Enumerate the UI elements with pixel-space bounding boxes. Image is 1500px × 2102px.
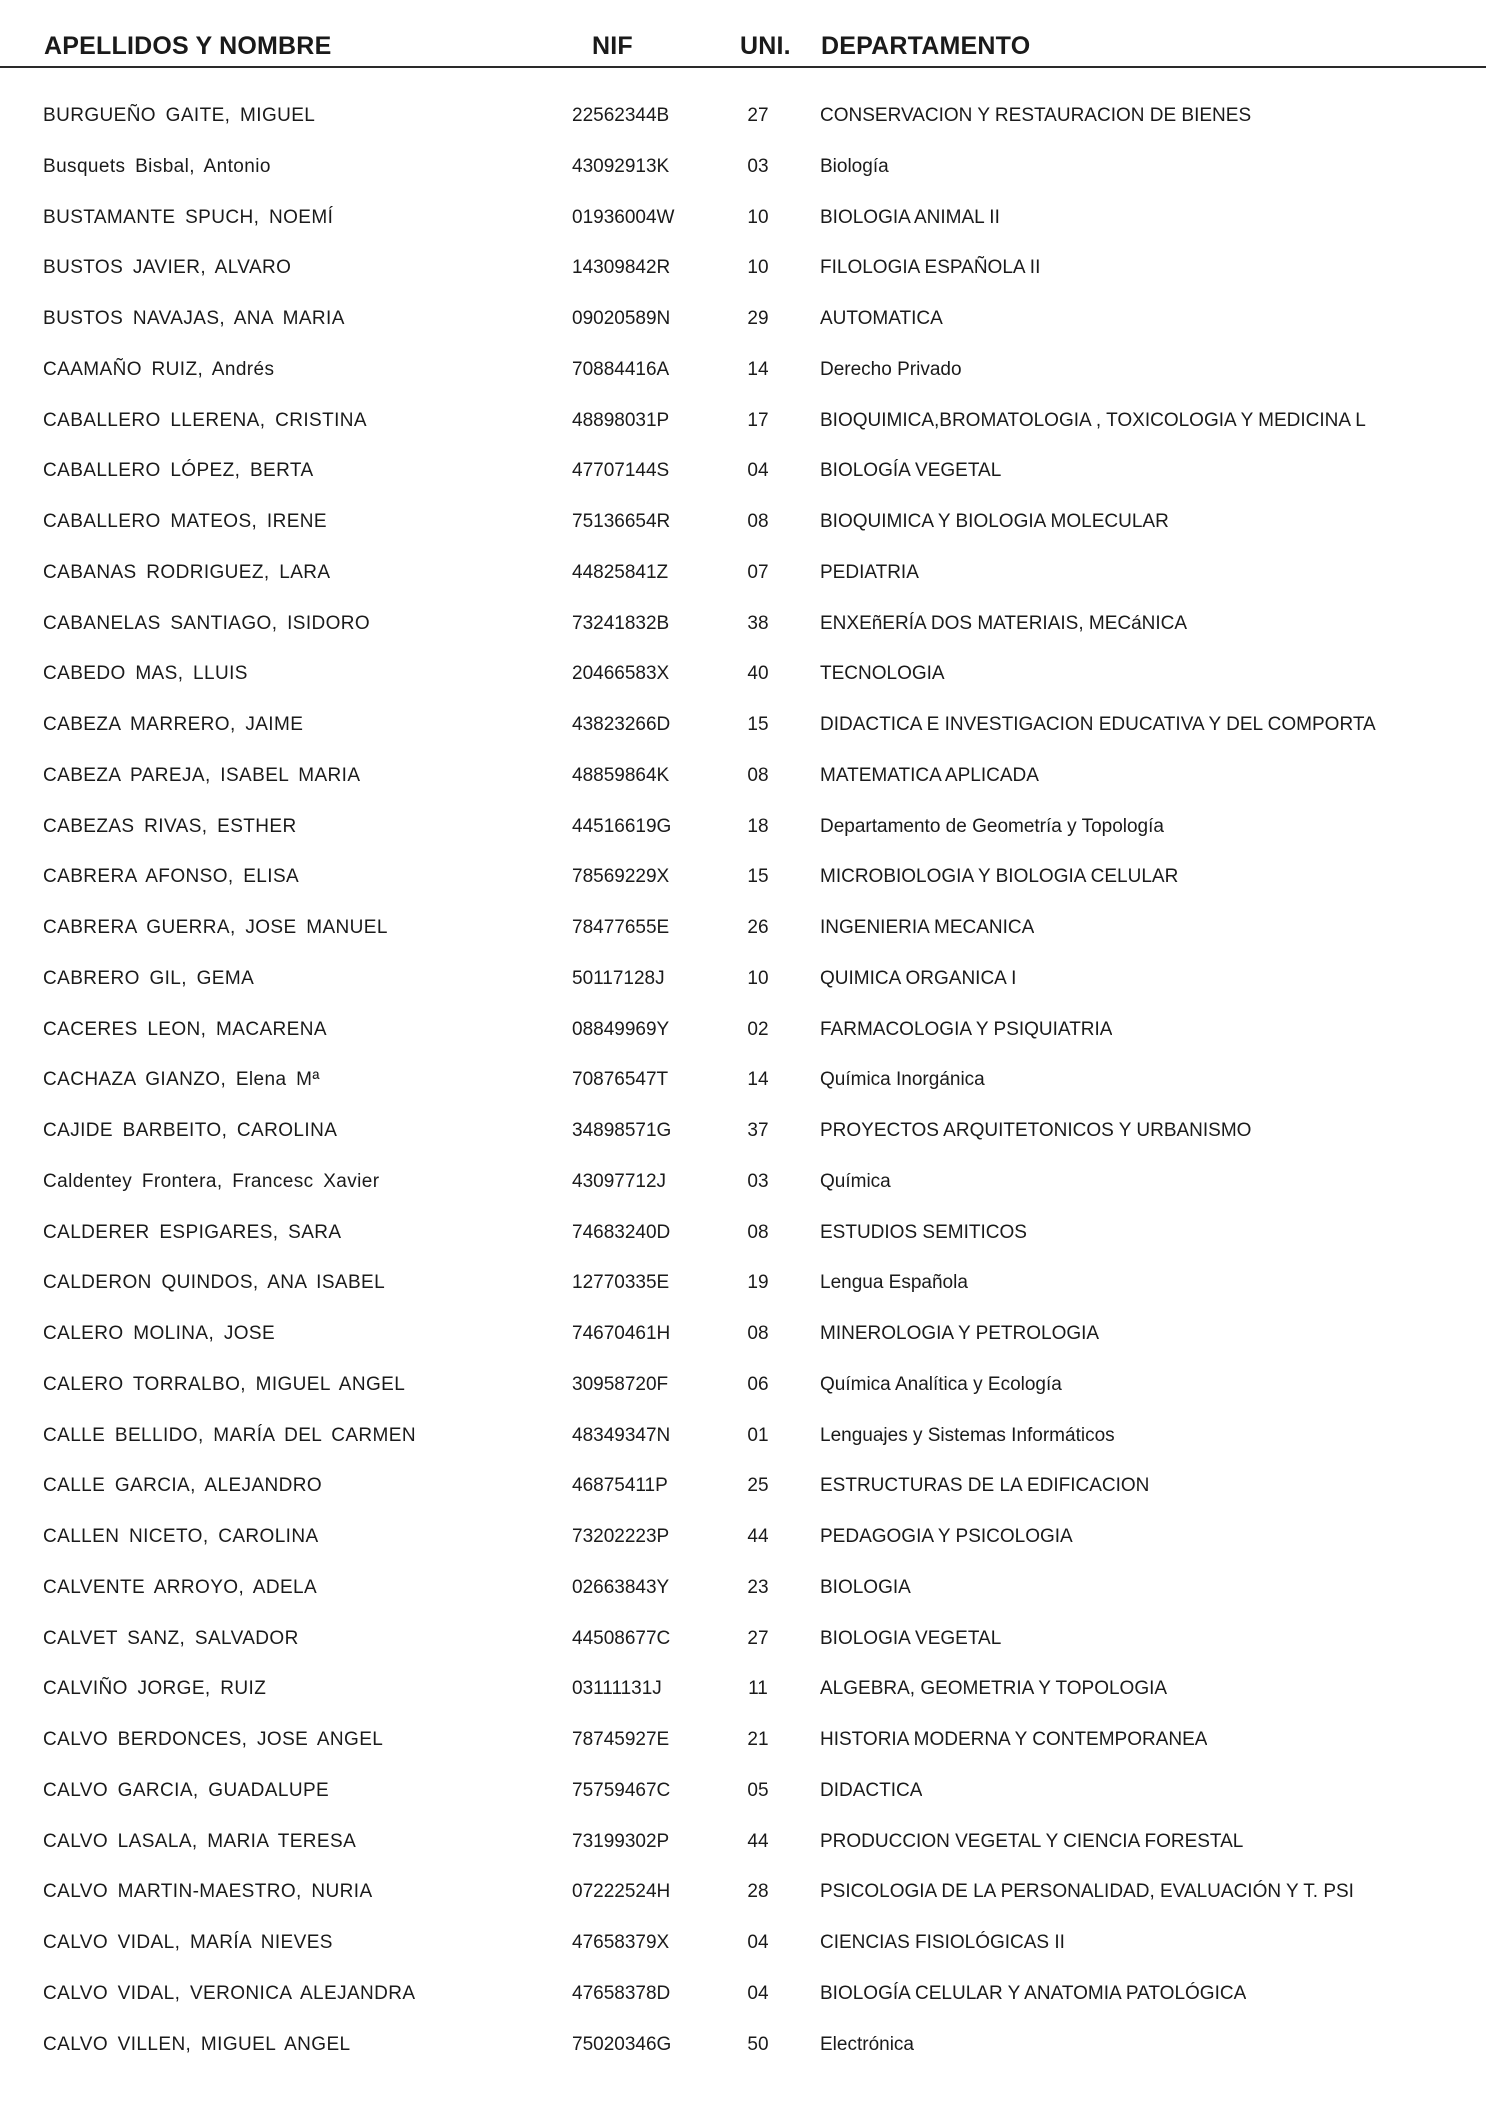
table-row (0, 1267, 1500, 1299)
person-name: Caldentey Frontera, Francesc Xavier (43, 1170, 380, 1192)
uni-code: 05 (747, 1779, 769, 1801)
table-row (0, 1724, 1500, 1756)
nif-value: 78477655E (572, 917, 670, 938)
department-name: BIOLOGIA VEGETAL (820, 1627, 1002, 1649)
nif-value: 47658378D (572, 1982, 671, 2004)
person-name: CALVO BERDONCES, JOSE ANGEL (43, 1729, 384, 1750)
person-name: CALVO VIDAL, VERONICA ALEJANDRA (43, 1982, 416, 2004)
uni-code: 19 (747, 1272, 769, 1294)
uni-code: 01 (747, 1424, 769, 1446)
nif-value: 75759467C (572, 1779, 671, 1801)
department-name: CONSERVACION Y RESTAURACION DE BIENES (820, 105, 1252, 126)
uni-code: 21 (747, 1729, 769, 1750)
person-name: CACHAZA GIANZO, Elena Mª (43, 1069, 320, 1091)
nif-value: 01936004W (572, 206, 675, 228)
uni-code: 10 (747, 257, 769, 279)
uni-code: 04 (747, 1932, 769, 1953)
department-name: Química Inorgánica (820, 1069, 985, 1091)
uni-code: 26 (747, 917, 769, 938)
uni-code: 04 (747, 1982, 769, 2004)
nif-value: 50117128J (572, 967, 665, 989)
person-name: CACERES LEON, MACARENA (43, 1018, 327, 1040)
table-row (0, 912, 1500, 944)
department-name: Derecho Privado (820, 358, 962, 380)
uni-code: 17 (747, 409, 769, 431)
table-row (0, 709, 1500, 741)
department-name: DIDACTICA (820, 1779, 923, 1801)
table-row (0, 1775, 1500, 1807)
nif-value: 70884416A (572, 358, 670, 380)
nif-value: 43823266D (572, 714, 671, 735)
person-name: CALVO VILLEN, MIGUEL ANGEL (43, 2033, 351, 2055)
table-row (0, 1623, 1500, 1655)
nif-value: 43097712J (572, 1170, 667, 1192)
person-name: CABRERO GIL, GEMA (43, 967, 255, 989)
uni-code: 28 (747, 1881, 769, 1903)
uni-code: 10 (747, 206, 769, 228)
table-row (0, 557, 1500, 589)
person-name: CALDERER ESPIGARES, SARA (43, 1221, 342, 1243)
table-row (0, 861, 1500, 893)
nif-value: 48898031P (572, 409, 670, 431)
table-row (0, 100, 1500, 132)
uni-code: 23 (747, 1576, 769, 1598)
table-row (0, 1369, 1500, 1401)
person-name: CAJIDE BARBEITO, CAROLINA (43, 1120, 338, 1141)
table-row (0, 455, 1500, 487)
nif-value: 44508677C (572, 1627, 671, 1649)
person-name: CALERO TORRALBO, MIGUEL ANGEL (43, 1373, 406, 1395)
department-name: Biología (820, 155, 889, 177)
person-name: CAAMAÑO RUIZ, Andrés (43, 358, 275, 380)
table-row (0, 1166, 1500, 1198)
table-row (0, 1217, 1500, 1249)
department-name: MATEMATICA APLICADA (820, 764, 1039, 786)
table-row (0, 1978, 1500, 2010)
person-name: CABEZAS RIVAS, ESTHER (43, 815, 297, 837)
department-name: PRODUCCION VEGETAL Y CIENCIA FORESTAL (820, 1830, 1244, 1852)
department-name: ESTRUCTURAS DE LA EDIFICACION (820, 1475, 1150, 1497)
department-name: ALGEBRA, GEOMETRIA Y TOPOLOGIA (820, 1678, 1168, 1700)
column-header-name: APELLIDOS Y NOMBRE (44, 32, 332, 60)
uni-code: 18 (747, 815, 769, 837)
table-row (0, 506, 1500, 538)
uni-code: 25 (747, 1475, 769, 1497)
department-name: ENXEñERÍA DOS MATERIAIS, MECáNICA (820, 612, 1188, 634)
department-name: HISTORIA MODERNA Y CONTEMPORANEA (820, 1729, 1208, 1750)
nif-value: 73241832B (572, 612, 670, 634)
nif-value: 44825841Z (572, 561, 669, 583)
table-row (0, 1470, 1500, 1502)
column-header-uni: UNI. (740, 32, 791, 60)
uni-code: 50 (747, 2033, 769, 2055)
department-name: ESTUDIOS SEMITICOS (820, 1221, 1027, 1243)
department-name: FILOLOGIA ESPAÑOLA II (820, 257, 1041, 279)
nif-value: 12770335E (572, 1272, 670, 1294)
nif-value: 22562344B (572, 105, 670, 126)
department-name: BIOLOGÍA VEGETAL (820, 460, 1002, 482)
department-name: PEDAGOGIA Y PSICOLOGIA (820, 1526, 1073, 1547)
department-name: AUTOMATICA (820, 308, 943, 329)
nif-value: 08849969Y (572, 1018, 670, 1040)
table-row (0, 1572, 1500, 1604)
person-name: BUSTAMANTE SPUCH, NOEMÍ (43, 206, 334, 228)
uni-code: 08 (747, 1221, 769, 1243)
uni-code: 02 (747, 1018, 769, 1040)
table-row (0, 405, 1500, 437)
table-row (0, 811, 1500, 843)
table-row (0, 1420, 1500, 1452)
uni-code: 44 (747, 1830, 769, 1852)
nif-value: 43092913K (572, 155, 670, 177)
department-name: BIOLOGIA (820, 1576, 911, 1598)
nif-value: 14309842R (572, 257, 671, 279)
nif-value: 75136654R (572, 511, 671, 532)
person-name: CABANELAS SANTIAGO, ISIDORO (43, 612, 371, 634)
table-row (0, 1927, 1500, 1959)
department-name: MICROBIOLOGIA Y BIOLOGIA CELULAR (820, 866, 1179, 888)
department-name: INGENIERIA MECANICA (820, 917, 1035, 938)
table-row (0, 1826, 1500, 1858)
department-name: MINEROLOGIA Y PETROLOGIA (820, 1323, 1100, 1344)
department-name: Lenguajes y Sistemas Informáticos (820, 1424, 1115, 1446)
person-name: CABALLERO MATEOS, IRENE (43, 511, 327, 532)
nif-value: 48859864K (572, 764, 670, 786)
person-name: BUSTOS NAVAJAS, ANA MARIA (43, 308, 345, 329)
person-name: Busquets Bisbal, Antonio (43, 155, 271, 177)
department-name: QUIMICA ORGANICA I (820, 967, 1017, 989)
person-name: CALDERON QUINDOS, ANA ISABEL (43, 1272, 386, 1294)
uni-code: 06 (747, 1373, 769, 1395)
uni-code: 11 (748, 1678, 768, 1700)
nif-value: 75020346G (572, 2033, 672, 2055)
column-header-department: DEPARTAMENTO (821, 32, 1031, 60)
table-row (0, 202, 1500, 234)
department-name: BIOQUIMICA,BROMATOLOGIA , TOXICOLOGIA Y MEDICINA L (820, 409, 1366, 431)
person-name: CABEZA MARRERO, JAIME (43, 714, 304, 735)
table-row (0, 252, 1500, 284)
person-name: CALVO GARCIA, GUADALUPE (43, 1779, 330, 1801)
department-name: TECNOLOGIA (820, 663, 945, 685)
nif-value: 07222524H (572, 1881, 671, 1903)
uni-code: 40 (747, 663, 769, 685)
nif-value: 78745927E (572, 1729, 670, 1750)
table-row (0, 1115, 1500, 1147)
department-name: Departamento de Geometría y Topología (820, 815, 1164, 837)
department-name: Lengua Española (820, 1272, 968, 1294)
uni-code: 15 (747, 714, 769, 735)
nif-value: 70876547T (572, 1069, 669, 1091)
person-name: CALVO MARTIN-MAESTRO, NURIA (43, 1881, 373, 1903)
nif-value: 48349347N (572, 1424, 671, 1446)
person-name: CALLE GARCIA, ALEJANDRO (43, 1475, 323, 1497)
table-row (0, 1014, 1500, 1046)
department-name: BIOQUIMICA Y BIOLOGIA MOLECULAR (820, 511, 1169, 532)
nif-value: 74683240D (572, 1221, 671, 1243)
department-name: PEDIATRIA (820, 561, 919, 583)
nif-value: 73202223P (572, 1526, 670, 1547)
uni-code: 03 (747, 1170, 769, 1192)
nif-value: 09020589N (572, 308, 671, 329)
uni-code: 38 (747, 612, 769, 634)
uni-code: 15 (747, 866, 769, 888)
nif-value: 46875411P (572, 1475, 668, 1497)
person-name: CABEDO MAS, LLUIS (43, 663, 248, 685)
uni-code: 37 (747, 1120, 769, 1141)
nif-value: 02663843Y (572, 1576, 670, 1598)
uni-code: 10 (747, 967, 769, 989)
department-name: DIDACTICA E INVESTIGACION EDUCATIVA Y DEL COMPORTA (820, 714, 1376, 735)
person-name: CALERO MOLINA, JOSE (43, 1323, 276, 1344)
column-header-nif: NIF (592, 32, 633, 60)
nif-value: 74670461H (572, 1323, 671, 1344)
nif-value: 03111131J (572, 1678, 662, 1700)
table-row (0, 151, 1500, 183)
uni-code: 14 (747, 358, 769, 380)
person-name: CABALLERO LÓPEZ, BERTA (43, 460, 314, 482)
department-name: Química Analítica y Ecología (820, 1373, 1062, 1395)
nif-value: 47658379X (572, 1932, 670, 1953)
person-name: CALVIÑO JORGE, RUIZ (43, 1678, 267, 1700)
header-divider (0, 66, 1486, 68)
person-name: CALLE BELLIDO, MARÍA DEL CARMEN (43, 1424, 416, 1446)
person-name: CALVO LASALA, MARIA TERESA (43, 1830, 357, 1852)
person-name: CALVET SANZ, SALVADOR (43, 1627, 299, 1649)
person-name: CABANAS RODRIGUEZ, LARA (43, 561, 331, 583)
department-name: PROYECTOS ARQUITETONICOS Y URBANISMO (820, 1120, 1252, 1141)
person-name: CABRERA AFONSO, ELISA (43, 866, 300, 888)
table-row (0, 1876, 1500, 1908)
uni-code: 44 (747, 1526, 769, 1547)
nif-value: 47707144S (572, 460, 670, 482)
department-name: BIOLOGÍA CELULAR Y ANATOMIA PATOLÓGICA (820, 1982, 1247, 2004)
table-row (0, 1064, 1500, 1096)
person-name: CALLEN NICETO, CAROLINA (43, 1526, 319, 1547)
person-name: CALVO VIDAL, MARÍA NIEVES (43, 1932, 333, 1953)
person-name: CABEZA PAREJA, ISABEL MARIA (43, 764, 361, 786)
table-row (0, 1673, 1500, 1705)
table-row (0, 963, 1500, 995)
department-name: FARMACOLOGIA Y PSIQUIATRIA (820, 1018, 1113, 1040)
uni-code: 27 (747, 105, 769, 126)
uni-code: 08 (747, 764, 769, 786)
uni-code: 14 (747, 1069, 769, 1091)
table-row (0, 760, 1500, 792)
department-name: CIENCIAS FISIOLÓGICAS II (820, 1932, 1065, 1953)
nif-value: 34898571G (572, 1120, 672, 1141)
uni-code: 08 (747, 1323, 769, 1344)
uni-code: 07 (747, 561, 769, 583)
table-row (0, 1318, 1500, 1350)
table-row (0, 1521, 1500, 1553)
person-name: CALVENTE ARROYO, ADELA (43, 1576, 318, 1598)
nif-value: 73199302P (572, 1830, 670, 1852)
table-header (0, 0, 1500, 70)
person-name: CABALLERO LLERENA, CRISTINA (43, 409, 367, 431)
table-row (0, 354, 1500, 386)
uni-code: 03 (747, 155, 769, 177)
person-name: BURGUEÑO GAITE, MIGUEL (43, 105, 316, 126)
uni-code: 27 (747, 1627, 769, 1649)
nif-value: 30958720F (572, 1373, 669, 1395)
department-name: BIOLOGIA ANIMAL II (820, 206, 1000, 228)
table-row (0, 2029, 1500, 2061)
department-name: PSICOLOGIA DE LA PERSONALIDAD, EVALUACIÓN Y T. PSI (820, 1881, 1354, 1903)
table-row (0, 608, 1500, 640)
nif-value: 44516619G (572, 815, 672, 837)
uni-code: 04 (747, 460, 769, 482)
person-name: BUSTOS JAVIER, ALVARO (43, 257, 292, 279)
nif-value: 78569229X (572, 866, 670, 888)
department-name: Química (820, 1170, 891, 1192)
uni-code: 08 (747, 511, 769, 532)
uni-code: 29 (747, 308, 769, 329)
table-row (0, 303, 1500, 335)
nif-value: 20466583X (572, 663, 670, 685)
table-row (0, 658, 1500, 690)
department-name: Electrónica (820, 2033, 914, 2055)
person-name: CABRERA GUERRA, JOSE MANUEL (43, 917, 388, 938)
